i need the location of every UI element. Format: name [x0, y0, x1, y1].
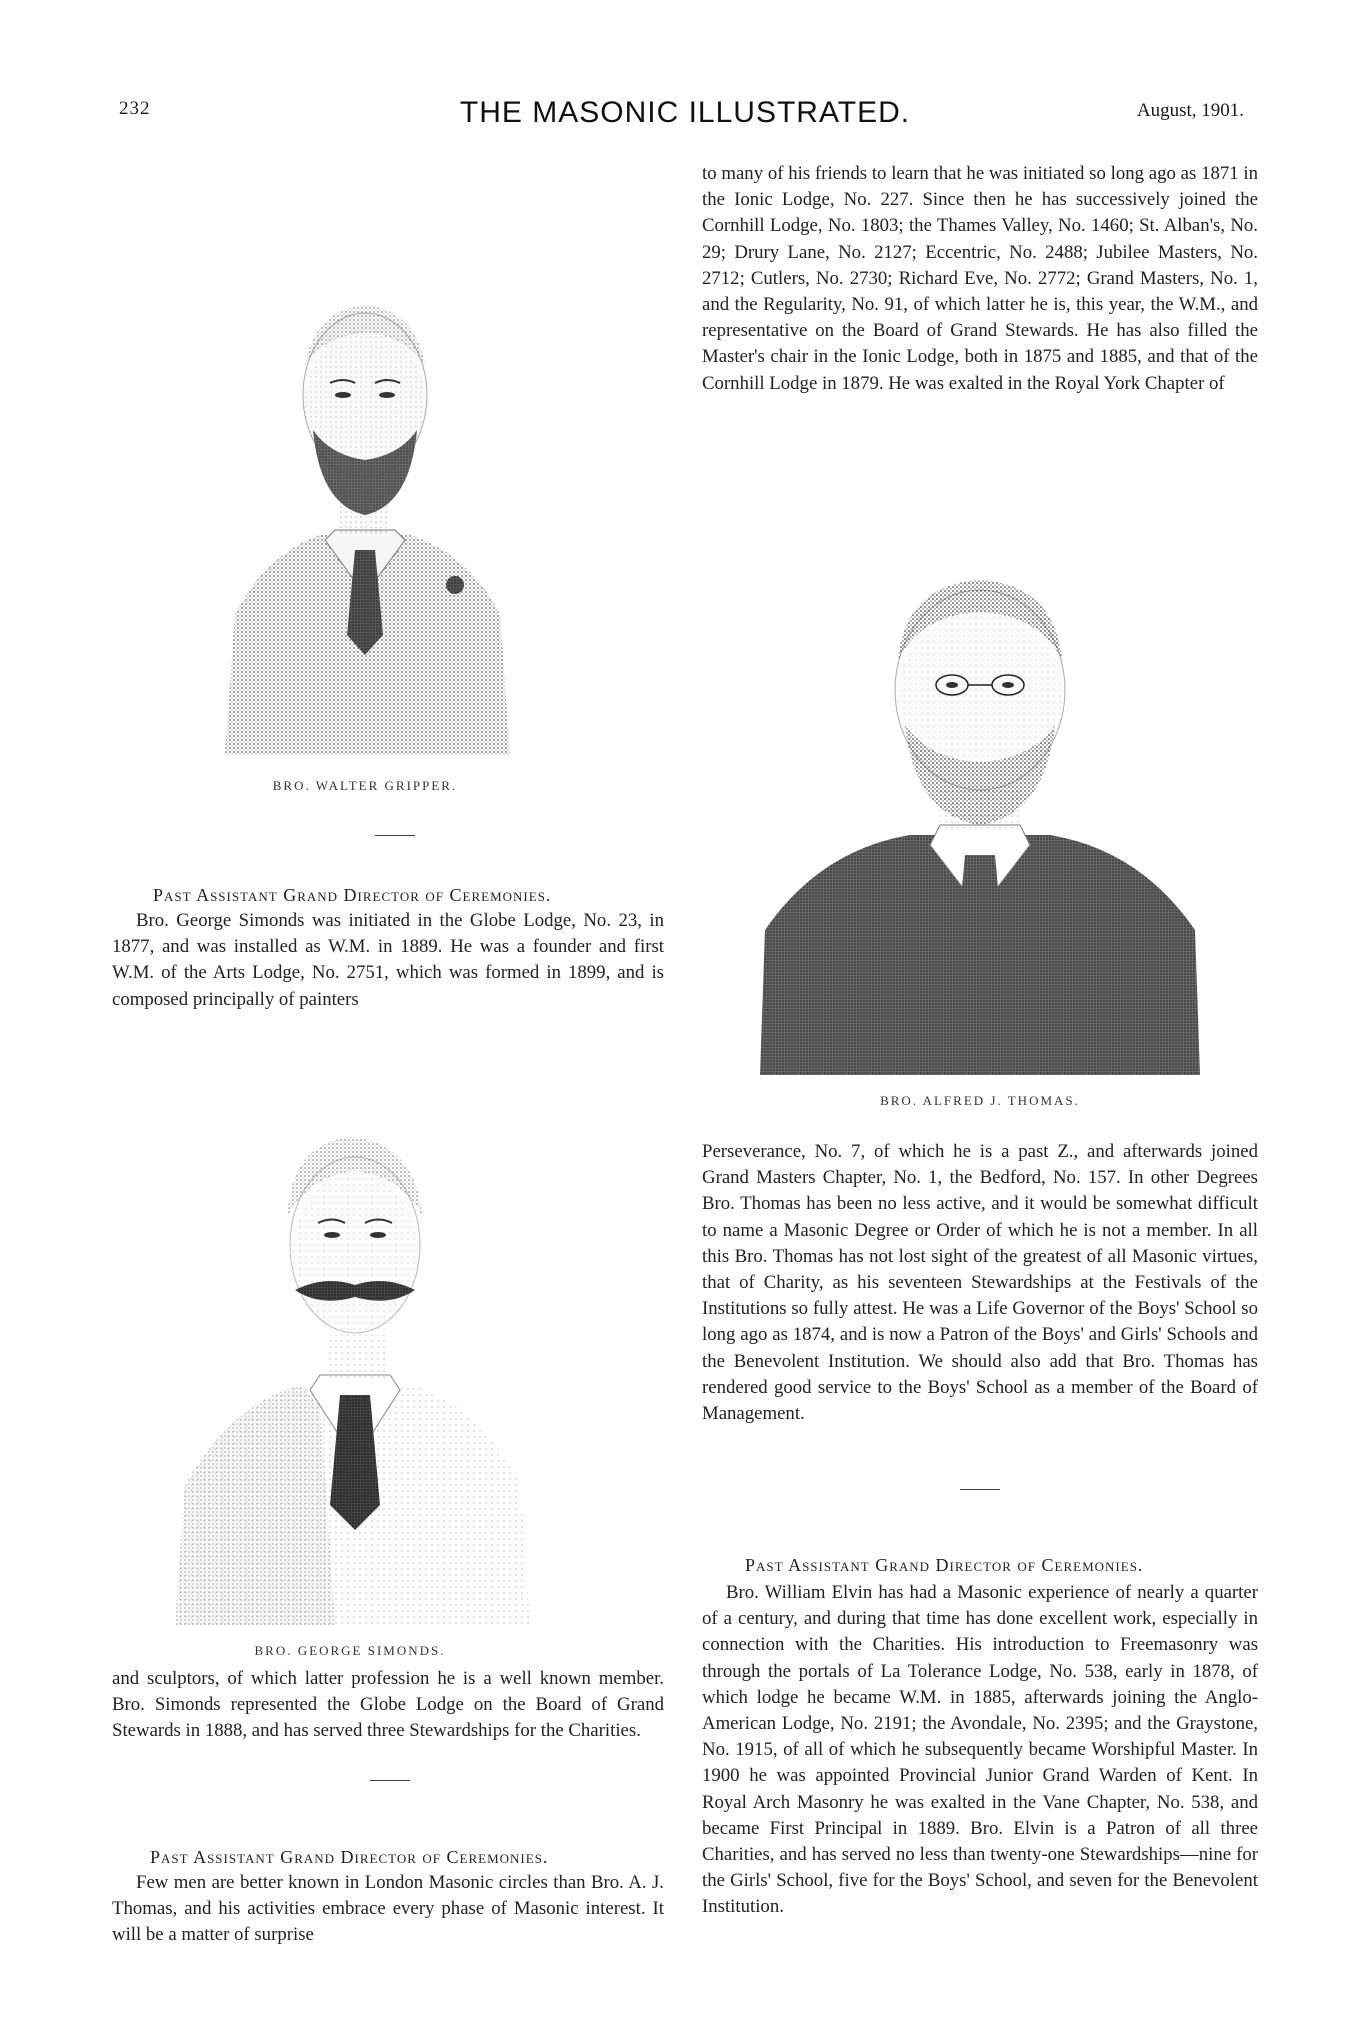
caption-alfred-thomas: BRO. ALFRED J. THOMAS.	[880, 1093, 1080, 1108]
divider	[375, 835, 415, 836]
issue-date: August, 1901.	[1136, 100, 1244, 121]
paragraph-thomas-3: Perseverance, No. 7, of which he is a past Z., and afterwards joined Grand Masters Chapter, No. 1, the Bedford, No. 157. In other Degrees Bro. Thomas has been no less active, and it would be somewhat difficult to name a Masonic Degree or Order of which he is not a member. In all this Bro. Thomas has not lost sight of the greatest of all Masonic virtues, that of Charity, as his seventeen Stewardships at the Festivals of the Institutions so fully attest. He was a Life Governor of the Boys' School so long ago as 1874, and is now a Patron of the Boys' and Girls' Schools and the Benevolent Institution. We should also add that Bro. Thomas has rendered good service to the Boys' School as a member of the Board of Management.	[702, 1141, 1258, 1425]
page-header	[0, 96, 1370, 136]
portrait-george-simonds	[160, 1075, 540, 1625]
section-heading-thomas: Past Assistant Grand Director of Ceremonies.	[150, 1847, 549, 1867]
portrait-walter-gripper	[205, 255, 525, 755]
page-number: 232	[119, 98, 151, 119]
section-heading-elvin: Past Assistant Grand Director of Ceremonies.	[745, 1555, 1144, 1575]
paragraph-thomas-1: Few men are better known in London Masonic circles than Bro. A. J. Thomas, and his activities embrace every phase of Masonic interest. It will be a matter of surprise	[112, 1872, 664, 1946]
paragraph-elvin-1: Bro. William Elvin has had a Masonic experience of nearly a quarter of a century, and during that time has done excellent work, especially in connection with the Charities. His introduction to Freemasonry was through the portals of La Tolerance Lodge, No. 538, early in 1878, of which lodge he became W.M. in 1885, afterwards joining the Anglo-American Lodge, No. 2191; the Avondale, No. 2395; and the Graystone, No. 1915, of all of which he subsequently became Worshipful Master. In 1900 he was appointed Provincial Junior Grand Warden of Kent. In Royal Arch Masonry he was exalted in the Vane Chapter, No. 538, and became First Principal in 1889. Bro. Elvin is a Patron of all three Charities, and has served no less than twenty-one Stewardships—nine for the Girls' School, five for the Boys' School, and seven for the Benevolent Institution.	[702, 1582, 1258, 1918]
portrait-engraving	[160, 1075, 540, 1625]
paragraph-simonds-1: Bro. George Simonds was initiated in the Globe Lodge, No. 23, in 1877, and was installed as W.M. in 1889. He was a founder and first W.M. of the Arts Lodge, No. 2751, which was formed in 1899, and is composed principally of painters	[112, 910, 664, 1010]
portrait-engraving	[740, 550, 1220, 1075]
section-heading-simonds: Past Assistant Grand Director of Ceremonies.	[153, 885, 552, 905]
portrait-engraving	[205, 255, 525, 755]
paragraph-thomas-2: to many of his friends to learn that he was initiated so long ago as 1871 in the Ionic Lodge, No. 227. Since then he has successively joined the Cornhill Lodge, No. 1803; the Thames Valley, No. 1460; St. Alban's, No. 29; Drury Lane, No. 2127; Eccentric, No. 2488; Jubilee Masters, No. 2712; Cutlers, No. 2730; Richard Eve, No. 2772; Grand Masters, No. 1, and the Regularity, No. 91, of which latter he is, this year, the W.M., and representative on the Board of Grand Stewards. He has also filled the Master's chair in the Ionic Lodge, both in 1875 and 1885, and that of the Cornhill Lodge in 1879. He was exalted in the Royal York Chapter of	[702, 163, 1258, 394]
caption-walter-gripper: BRO. WALTER GRIPPER.	[272, 778, 458, 793]
divider	[370, 1780, 410, 1781]
divider	[960, 1489, 1000, 1490]
masthead-title: THE MASONIC ILLUSTRATED.	[459, 96, 911, 129]
caption-george-simonds: BRO. GEORGE SIMONDS.	[254, 1643, 446, 1658]
portrait-alfred-thomas	[740, 550, 1220, 1075]
paragraph-simonds-2: and sculptors, of which latter profession he is a well known member. Bro. Simonds represented the Globe Lodge on the Board of Grand Stewards in 1888, and has served three Stewardships for the Charities.	[112, 1668, 664, 1742]
